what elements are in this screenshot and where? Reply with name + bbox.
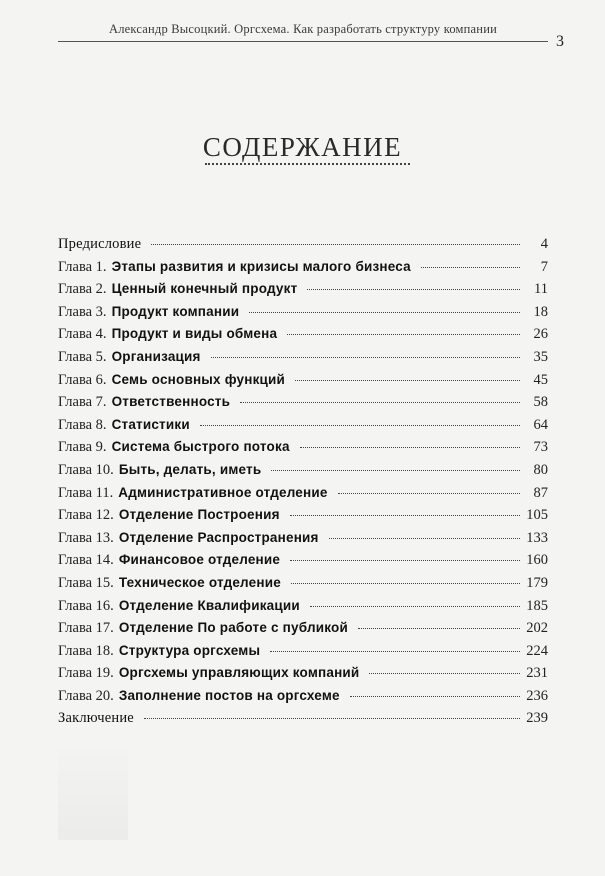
toc-entry xyxy=(58,665,548,688)
toc-entry xyxy=(58,485,548,508)
toc-page-number: 11 xyxy=(534,281,548,298)
dot-leader xyxy=(338,493,520,494)
toc-chapter-number: Глава 17. xyxy=(58,620,114,637)
toc-chapter-title: Статистики xyxy=(111,416,190,432)
toc-entry xyxy=(58,259,548,282)
toc-chapter-title: Быть, делать, иметь xyxy=(118,461,262,477)
dot-leader xyxy=(144,718,520,719)
toc-chapter-title: Система быстрого потока xyxy=(111,439,290,455)
toc-chapter-number: Глава 1. xyxy=(58,258,107,275)
page-number: 3 xyxy=(556,33,564,50)
toc-page-number: 18 xyxy=(533,303,548,320)
dot-leader xyxy=(350,696,520,697)
toc-chapter-title: Продукт и виды обмена xyxy=(111,326,278,342)
toc-chapter-title: Отделение Квалификации xyxy=(118,597,300,613)
toc-chapter-title: Техническое отделение xyxy=(118,574,281,590)
toc-chapter-number: Глава 16. xyxy=(58,597,114,614)
toc-page-number: 7 xyxy=(540,258,548,275)
dot-leader xyxy=(287,334,520,335)
toc-chapter-number: Глава 15. xyxy=(58,574,114,591)
toc-chapter-number: Глава 7. xyxy=(58,394,107,411)
dot-leader xyxy=(211,357,520,358)
toc-entry xyxy=(58,462,548,485)
toc-chapter-title: Заполнение постов на оргсхеме xyxy=(118,687,340,703)
toc-chapter-title: Ответственность xyxy=(111,394,231,410)
toc-entry xyxy=(58,394,548,417)
dot-leader xyxy=(270,651,520,652)
toc-chapter-number: Глава 3. xyxy=(58,303,107,320)
toc-chapter-number: Глава 20. xyxy=(58,687,114,704)
toc-entry xyxy=(58,507,548,530)
toc-page-number: 35 xyxy=(533,348,548,365)
toc-chapter-title: Организация xyxy=(111,348,201,364)
toc-page-number: 4 xyxy=(540,236,548,252)
toc-entry xyxy=(58,552,548,575)
table-of-contents xyxy=(58,236,548,733)
toc-chapter-title: Ценный конечный продукт xyxy=(111,281,298,297)
toc-entry xyxy=(58,304,548,327)
dot-leader xyxy=(307,289,520,290)
toc-chapter-title: Оргсхемы управляющих компаний xyxy=(118,665,360,681)
toc-entry xyxy=(58,643,548,666)
toc-chapter-number: Глава 8. xyxy=(58,416,107,433)
toc-chapter-title: Продукт компании xyxy=(111,303,240,319)
toc-chapter-title: Заключение xyxy=(58,710,134,727)
scan-shadow xyxy=(58,740,128,840)
toc-page-number: 236 xyxy=(526,687,548,704)
toc-entry xyxy=(58,326,548,349)
toc-page-number: 26 xyxy=(533,326,548,343)
dot-leader xyxy=(329,538,520,539)
dot-leader xyxy=(151,244,520,245)
toc-chapter-number: Глава 5. xyxy=(58,348,107,365)
toc-chapter-title: Финансовое отделение xyxy=(118,552,281,568)
toc-chapter-title: Отделение По работе с публикой xyxy=(118,620,348,636)
toc-page-number: 73 xyxy=(533,439,548,456)
toc-entry xyxy=(58,417,548,440)
toc-chapter-title: Отделение Построения xyxy=(118,507,280,523)
header-rule xyxy=(58,41,548,42)
toc-page-number: 202 xyxy=(526,620,548,637)
toc-page-number: 231 xyxy=(526,665,548,682)
toc-entry xyxy=(58,236,548,259)
toc-page-number: 185 xyxy=(526,597,548,614)
toc-entry xyxy=(58,710,548,733)
toc-chapter-title: Структура оргсхемы xyxy=(118,642,261,658)
toc-chapter-number: Глава 12. xyxy=(58,507,114,524)
toc-chapter-number: Глава 18. xyxy=(58,642,114,659)
toc-entry xyxy=(58,598,548,621)
toc-page-number: 80 xyxy=(533,461,548,478)
dot-leader xyxy=(421,267,520,268)
toc-chapter-title: Этапы развития и кризисы малого бизнеса xyxy=(111,258,411,274)
toc-chapter-title: Административное отделение xyxy=(118,484,328,500)
toc-page-number: 64 xyxy=(533,416,548,433)
toc-page-number: 105 xyxy=(526,507,548,524)
dot-leader xyxy=(295,380,520,381)
toc-page-number: 87 xyxy=(533,484,548,501)
dot-leader xyxy=(290,560,520,561)
toc-chapter-number: Глава 9. xyxy=(58,439,107,456)
toc-chapter-number: Глава 4. xyxy=(58,326,107,343)
dot-leader xyxy=(240,402,520,403)
toc-entry xyxy=(58,281,548,304)
toc-entry xyxy=(58,530,548,553)
dot-leader xyxy=(271,470,520,471)
toc-page-number: 45 xyxy=(533,371,548,388)
toc-chapter-number: Глава 14. xyxy=(58,552,114,569)
toc-page-number: 133 xyxy=(526,529,548,546)
toc-entry xyxy=(58,575,548,598)
dot-leader xyxy=(290,515,520,516)
toc-entry xyxy=(58,349,548,372)
toc-chapter-number: Глава 6. xyxy=(58,371,107,388)
toc-chapter-title: Предисловие xyxy=(58,236,142,252)
toc-chapter-number: Глава 19. xyxy=(58,665,114,682)
toc-entry xyxy=(58,439,548,462)
toc-chapter-title: Семь основных функций xyxy=(111,371,286,387)
toc-chapter-number: Глава 10. xyxy=(58,461,114,478)
dot-leader xyxy=(249,312,520,313)
toc-chapter-number: Глава 2. xyxy=(58,281,107,298)
toc-entry xyxy=(58,372,548,395)
toc-entry xyxy=(58,620,548,643)
toc-chapter-title: Отделение Распространения xyxy=(118,529,319,545)
toc-chapter-number: Глава 11. xyxy=(58,484,114,501)
running-head: Александр Высоцкий. Оргсхема. Как разработать структуру компании xyxy=(109,22,497,36)
dot-leader xyxy=(300,447,520,448)
dot-leader xyxy=(200,425,520,426)
toc-page-number: 224 xyxy=(526,642,548,659)
toc-entry xyxy=(58,688,548,711)
toc-chapter-number: Глава 13. xyxy=(58,529,114,546)
toc-page-number: 179 xyxy=(526,574,548,591)
title-dotted-underline xyxy=(205,163,410,165)
toc-page-number: 239 xyxy=(526,710,548,727)
page-title: СОДЕРЖАНИЕ xyxy=(202,132,403,162)
dot-leader xyxy=(358,628,520,629)
toc-page-number: 58 xyxy=(533,394,548,411)
toc-page-number: 160 xyxy=(526,552,548,569)
dot-leader xyxy=(291,583,520,584)
dot-leader xyxy=(310,606,520,607)
dot-leader xyxy=(369,673,520,674)
